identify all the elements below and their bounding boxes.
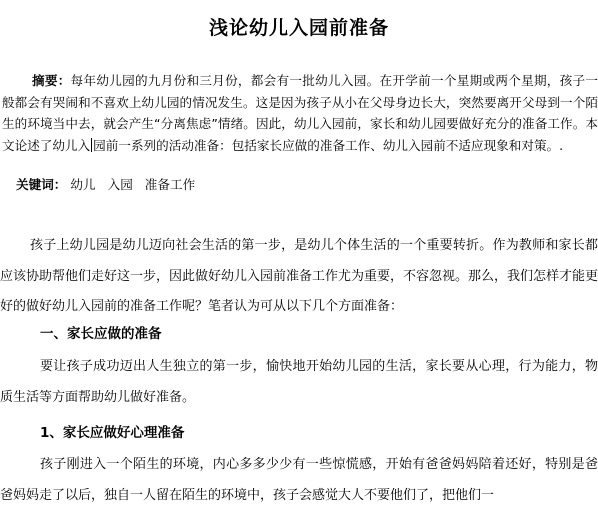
body-paragraph: 孩子刚进入一个陌生的环境，内心多多少少有一些惊慌感，开始有爸爸妈妈陪着还好，特别是爸爸妈妈走了以后，独自一人留在陌生的环境中，孩子会感觉大人不要他们了，把他们一 <box>0 457 598 503</box>
section-heading: 一、家长应做的准备 <box>40 326 162 342</box>
keywords-line <box>16 176 195 194</box>
subsection-heading: 1、家长应做好心理准备 <box>40 425 185 441</box>
abstract-text-part-1: 每年幼儿园的九月份和三月份，都会有一批幼儿入园。在开学前一个星期或两个星期，孩子一般都会有哭闹和不喜欢上幼儿园的情况发生。这是因为孩子从小在父母身边长大，突然要离开父母到一个陌生的环境当中去，就会产生“分离焦虑”情绪。因此，幼儿入园前，家长和幼儿园要做好充分的准备工作。本文论述了幼儿入 <box>2 73 598 153</box>
document-title: 浅论幼儿入园前准备 <box>208 17 389 39</box>
keyword-item: 幼儿 <box>70 177 96 192</box>
abstract-label: 摘要： <box>32 73 71 88</box>
keyword-item: 入园 <box>107 177 133 192</box>
abstract-paragraph <box>2 70 598 156</box>
abstract-text-part-2: 园前一系列的活动准备：包括家长应做的准备工作、幼儿入园前不适应现象和对策。. <box>93 137 564 153</box>
keywords-label: 关键词： <box>16 177 67 192</box>
body-paragraph: 要让孩子成功迈出人生独立的第一步，愉快地开始幼儿园的生活，家长要从心理，行为能力，物质生活等方面帮助幼儿做好准备。 <box>0 359 598 405</box>
keyword-item: 准备工作 <box>144 177 196 192</box>
body-paragraph: 孩子上幼儿园是幼儿迈向社会生活的第一步，是幼儿个体生活的一个重要转折。作为教师和家长都应该协助帮他们走好这一步，因此做好幼儿入园前准备工作尤为重要，不容忽视。那么，我们怎样才能更好的做好幼儿入园前的准备工作呢？笔者认为可从以下几个方面准备： <box>0 238 598 314</box>
text-cursor <box>91 138 92 152</box>
